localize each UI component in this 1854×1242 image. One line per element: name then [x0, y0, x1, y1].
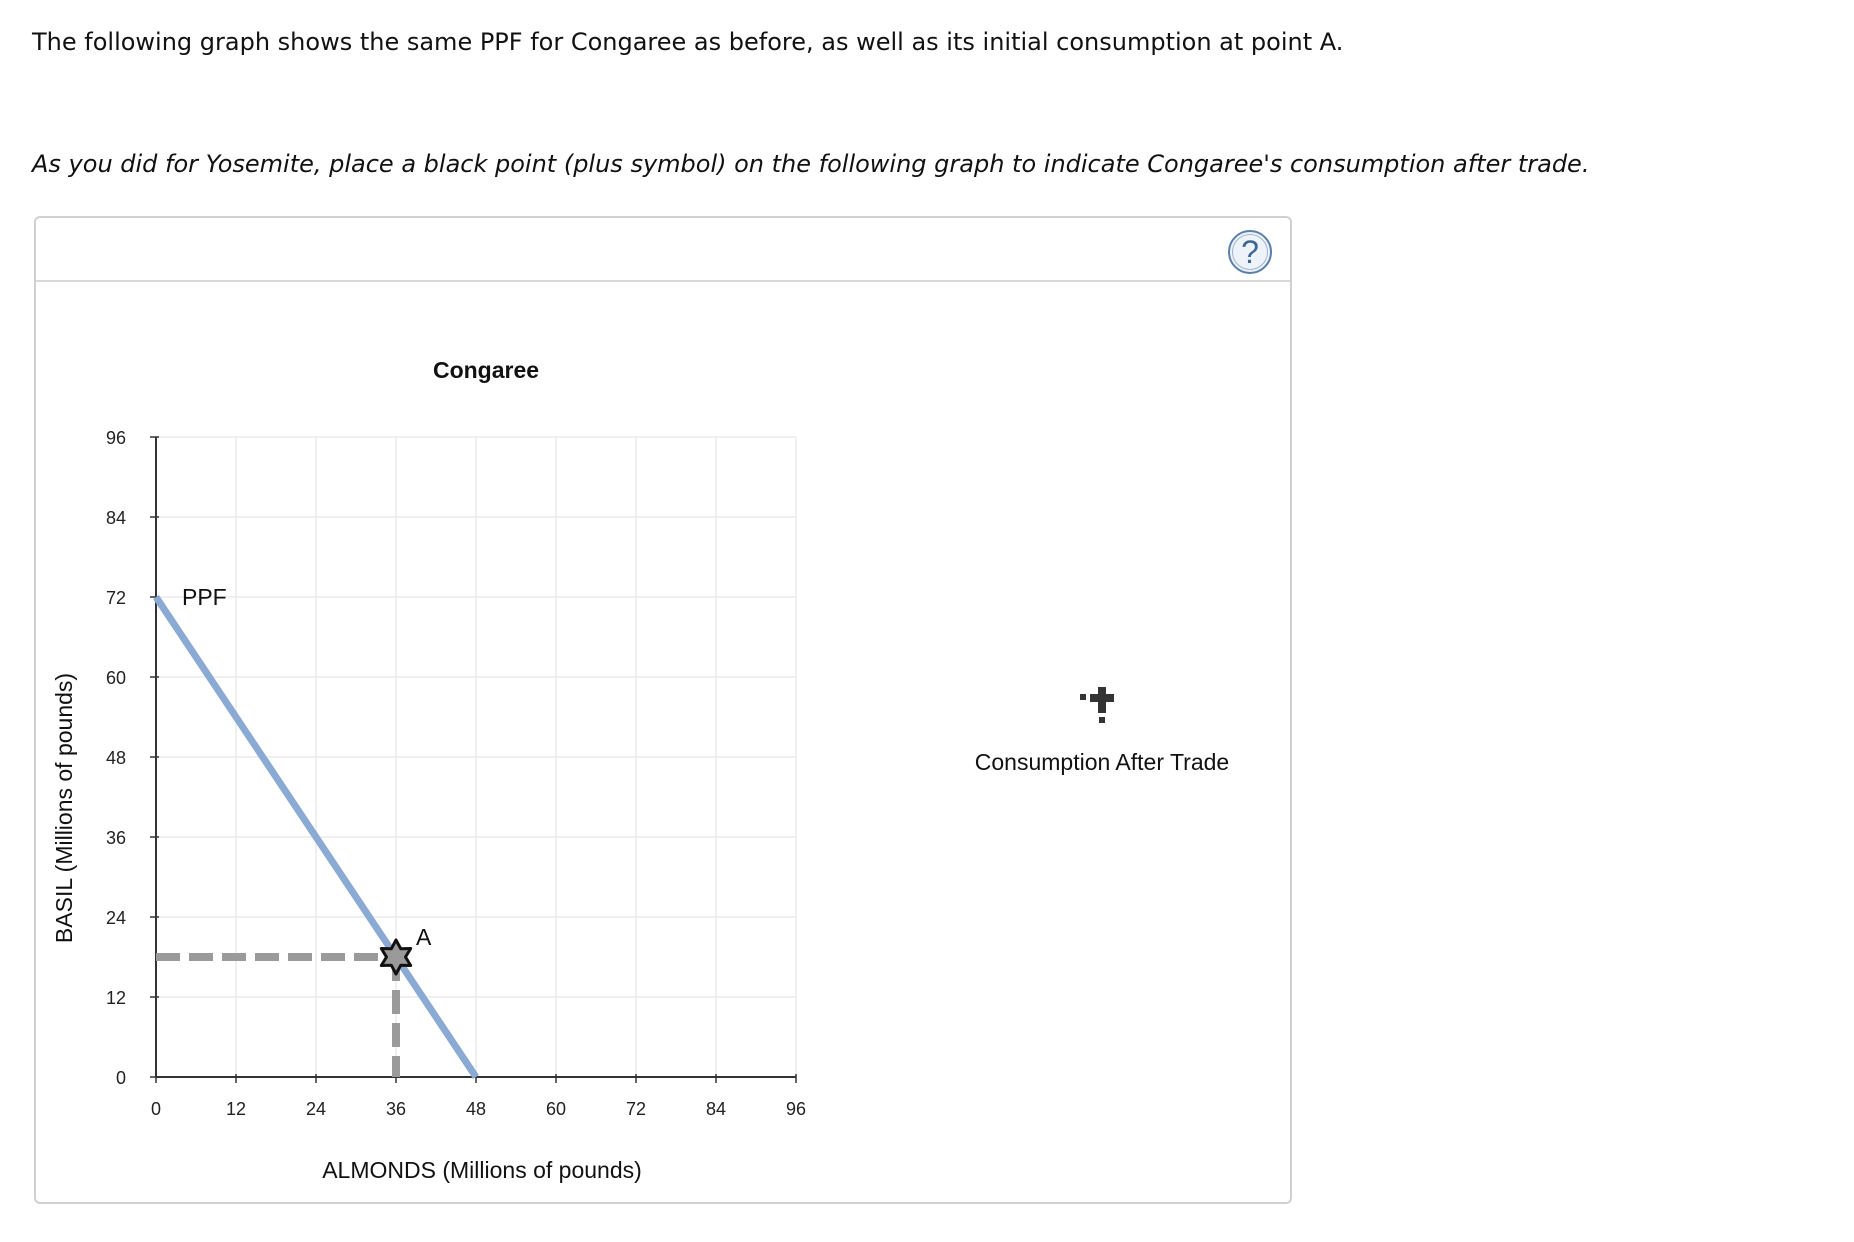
intro-text: The following graph shows the same PPF for Congaree as before, as well as its initial consumption at point A.: [32, 28, 1344, 56]
y-tick-label: 84: [105, 508, 126, 528]
x-tick-label: 96: [785, 1099, 807, 1119]
x-tick-label: 60: [545, 1099, 567, 1119]
y-tick-label: 48: [105, 748, 126, 768]
y-tick-label: 24: [105, 908, 126, 928]
x-tick-label: 72: [625, 1099, 647, 1119]
instruction-text: As you did for Yosemite, place a black point (plus symbol) on the following graph to indicate Congaree's consumption after trade.: [32, 150, 1590, 178]
ppf-label: PPF: [182, 584, 227, 610]
x-tick-label: 12: [225, 1099, 247, 1119]
x-tick-label: 36: [385, 1099, 407, 1119]
y-tick-label: 36: [105, 828, 126, 848]
y-tick-label: 0: [115, 1068, 126, 1088]
chart-title: Congaree: [432, 357, 540, 383]
y-tick-label: 60: [105, 668, 126, 688]
x-tick-label: 0: [150, 1099, 162, 1119]
grid: [156, 437, 796, 1077]
y-tick-label: 12: [105, 988, 126, 1008]
tick-labels: [106, 428, 806, 1119]
x-tick-label: 84: [705, 1099, 727, 1119]
x-axis-label: ALMONDS (Millions of pounds): [322, 1157, 642, 1183]
point-a-label: A: [416, 924, 432, 950]
x-tick-label: 24: [305, 1099, 327, 1119]
axes: [150, 437, 796, 1083]
graph-panel: [34, 216, 1292, 1204]
consumption-after-trade-tool[interactable]: [952, 684, 1252, 776]
point-a-guides: [156, 957, 396, 1077]
y-tick-label: 96: [105, 428, 126, 448]
help-button[interactable]: ?: [1228, 230, 1272, 274]
y-tick-label: 72: [105, 588, 126, 608]
y-axis-label: BASIL (Millions of pounds): [51, 672, 77, 944]
x-tick-label: 48: [465, 1099, 487, 1119]
plus-icon[interactable]: [1080, 684, 1124, 726]
tool-label: Consumption After Trade: [974, 749, 1230, 775]
